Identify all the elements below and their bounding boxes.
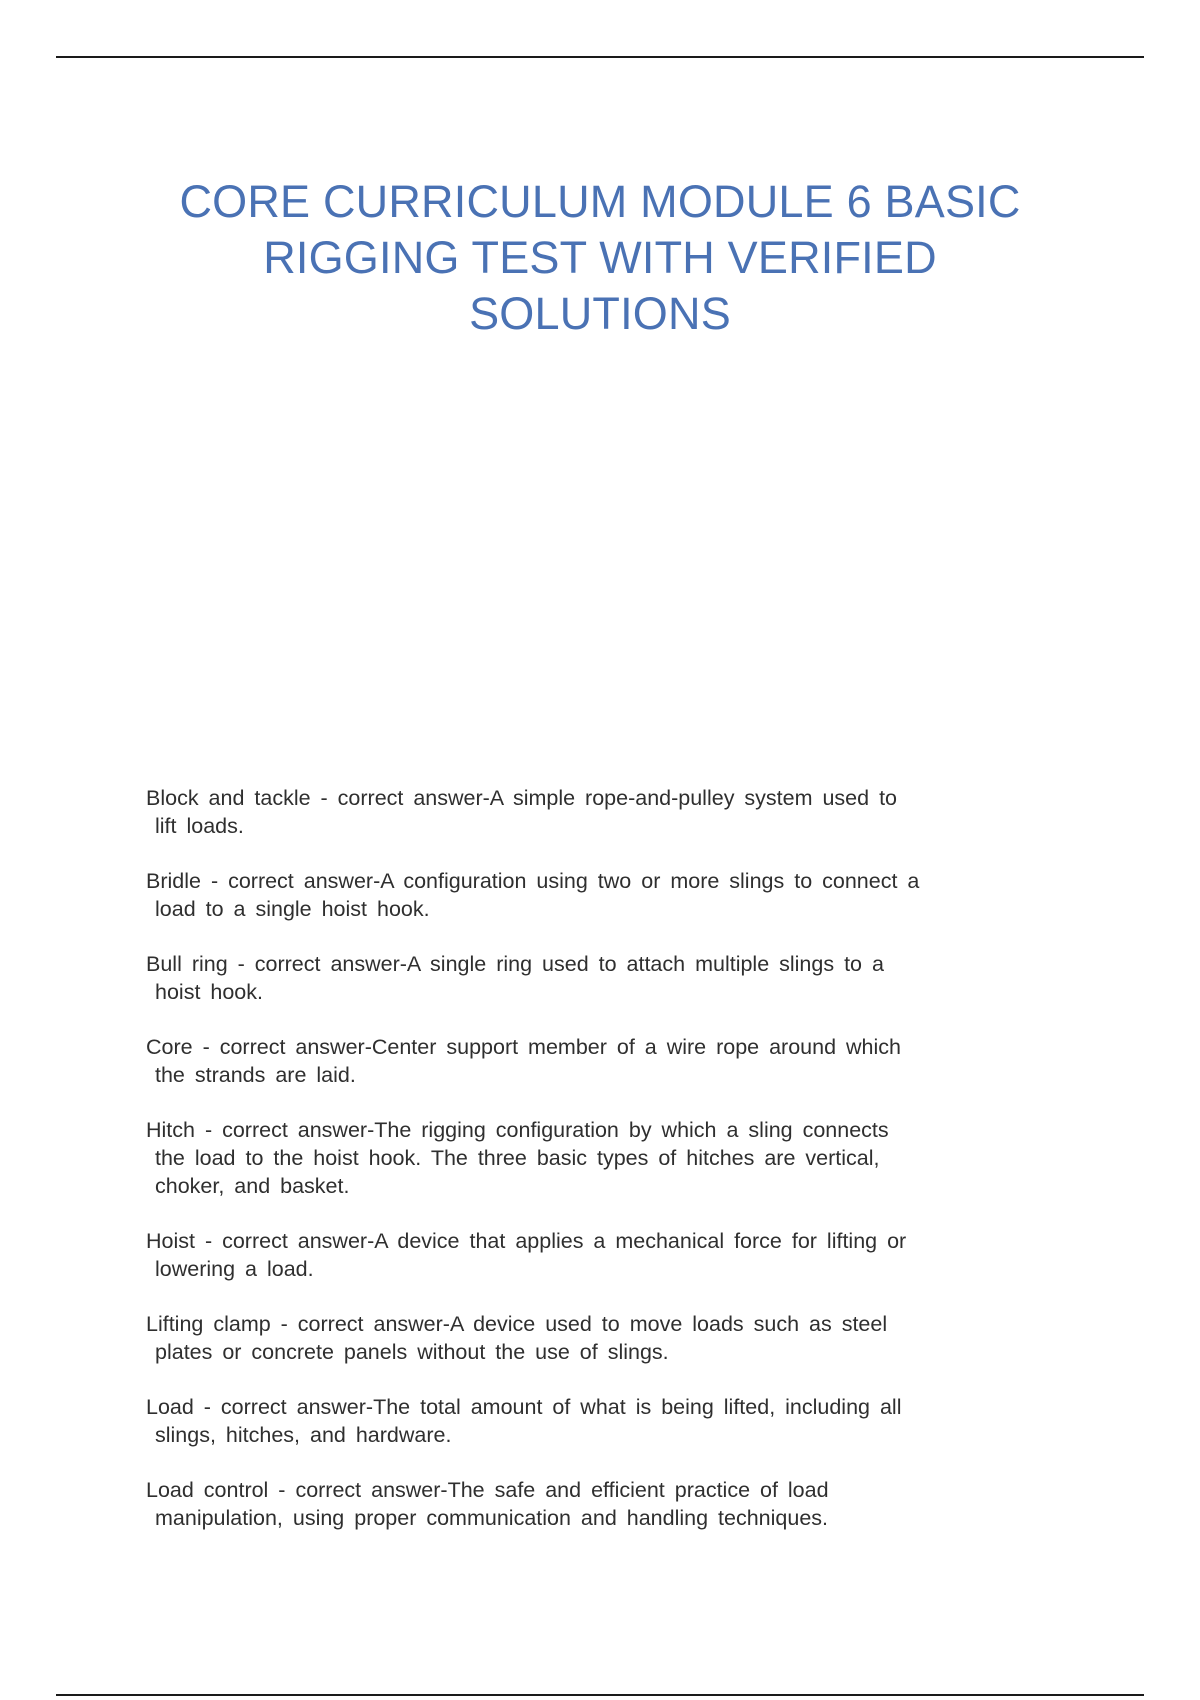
entry-line: Lifting clamp - correct answer-A device used to move loads such as steel [146,1312,888,1336]
definition-entry [146,1227,1064,1283]
entry-line: Bridle - correct answer-A configuration using two or more slings to connect a [146,869,920,893]
definition-list [146,784,1064,1559]
entry-line: Hoist - correct answer-A device that applies a mechanical force for lifting or [146,1229,907,1253]
entry-line: hoist hook. [155,980,263,1004]
definition-entry [146,1033,1064,1089]
entry-line: Core - correct answer-Center support member of a wire rope around which [146,1035,901,1059]
definition-entry [146,1116,1064,1200]
bottom-rule [56,1694,1144,1696]
entry-line: choker, and basket. [155,1174,350,1198]
definition-entry [146,1393,1064,1449]
definition-entry [146,1476,1064,1532]
entry-line: Load - correct answer-The total amount of what is being lifted, including all [146,1395,902,1419]
entry-line: lift loads. [155,814,244,838]
entry-line: Bull ring - correct answer-A single ring used to attach multiple slings to a [146,952,884,976]
definition-entry [146,950,1064,1006]
entry-line: Hitch - correct answer-The rigging configuration by which a sling connects [146,1118,889,1142]
top-rule [56,56,1144,58]
entry-line: slings, hitches, and hardware. [155,1423,452,1447]
definition-entry [146,1310,1064,1366]
entry-line: Load control - correct answer-The safe and efficient practice of load [146,1478,829,1502]
document-title [120,174,1080,342]
entry-line: plates or concrete panels without the use of slings. [155,1340,669,1364]
entry-line: load to a single hoist hook. [155,897,430,921]
definition-entry [146,784,1064,840]
entry-line: the strands are laid. [155,1063,356,1087]
entry-line: manipulation, using proper communication and handling techniques. [155,1506,828,1530]
title-line: SOLUTIONS [469,288,731,339]
definition-entry [146,867,1064,923]
title-line: RIGGING TEST WITH VERIFIED [263,232,937,283]
entry-line: lowering a load. [155,1257,314,1281]
entry-line: the load to the hoist hook. The three basic types of hitches are vertical, [155,1146,880,1170]
entry-line: Block and tackle - correct answer-A simple rope-and-pulley system used to [146,786,898,810]
title-line: CORE CURRICULUM MODULE 6 BASIC [179,176,1021,227]
